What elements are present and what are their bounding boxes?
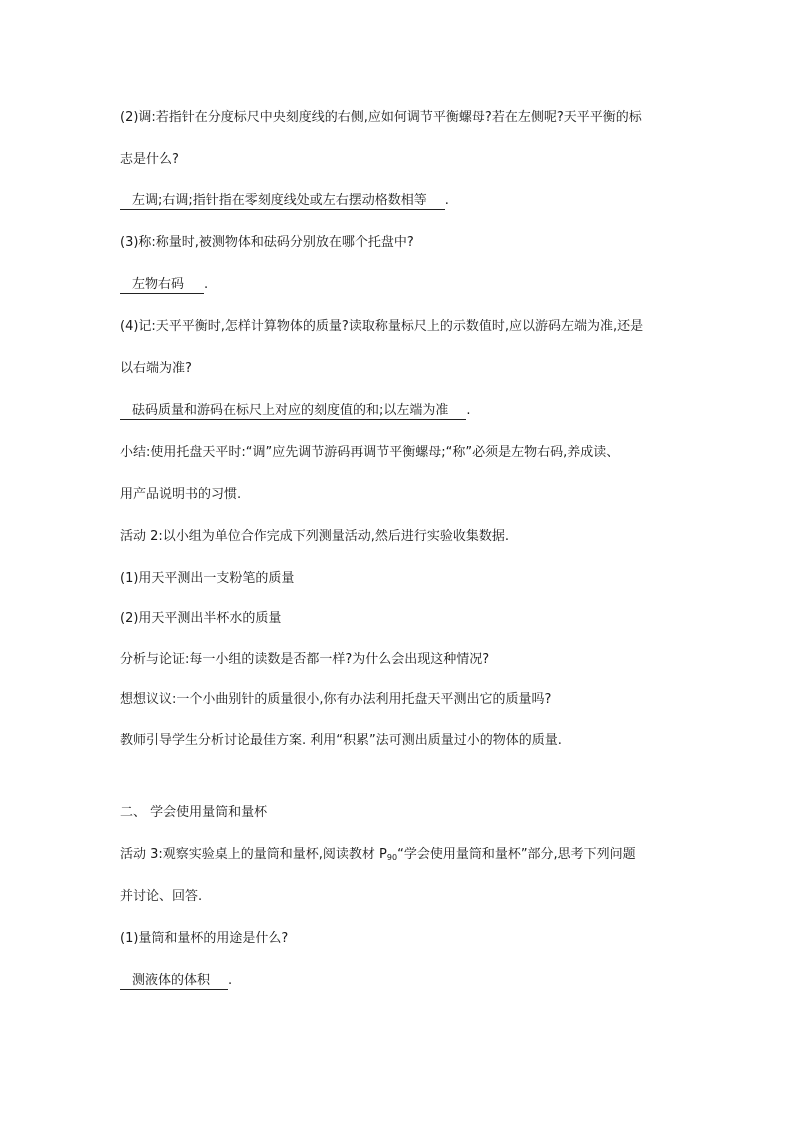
q2-answer-text: 左调;右调;指针指在零刻度线处或左右摆动格数相等 bbox=[132, 193, 427, 208]
discussion-text: 想想议议:一个小曲别针的质量很小,你有办法利用托盘天平测出它的质量吗? bbox=[120, 692, 552, 707]
period: . bbox=[204, 277, 209, 292]
q2-answer bbox=[120, 193, 445, 210]
q4-line-2: 以右端为准? bbox=[120, 361, 192, 376]
q3-answer-text: 左物右码 bbox=[132, 277, 185, 292]
activity2-item-1: (1)用天平测出一支粉笔的质量 bbox=[120, 571, 295, 586]
q4-answer-text: 砝码质量和游码在标尺上对应的刻度值的和;以左端为准 bbox=[132, 403, 449, 418]
section-heading: 二、 学会使用量筒和量杯 bbox=[120, 805, 268, 820]
activity3-question-1: (1)量筒和量杯的用途是什么? bbox=[120, 931, 289, 946]
analysis-text: 分析与论证:每一小组的读数是否都一样?为什么会出现这种情况? bbox=[120, 652, 490, 667]
activity3-line-2: 并讨论、回答. bbox=[120, 889, 203, 904]
q4-answer-line bbox=[120, 403, 471, 420]
q2-line-2: 志是什么? bbox=[120, 152, 179, 167]
q3-answer-line bbox=[120, 277, 208, 294]
activity2-item-2: (2)用天平测出半杯水的质量 bbox=[120, 611, 282, 626]
q3-line-1: (3)称:称量时,被测物体和砝码分别放在哪个托盘中? bbox=[120, 235, 414, 250]
activity3-intro-b: “学会使用量筒和量杯”部分,思考下列问题 bbox=[397, 847, 636, 862]
activity3-answer-line bbox=[120, 973, 232, 990]
period: . bbox=[466, 403, 471, 418]
summary-line-1: 小结:使用托盘天平时:“调”应先调节游码再调节平衡螺母;“称”必须是左物右码,养成读、 bbox=[120, 445, 620, 460]
activity3-answer bbox=[120, 973, 228, 990]
q2-answer-line bbox=[120, 193, 449, 210]
activity3-intro bbox=[120, 847, 636, 866]
q3-answer bbox=[120, 277, 204, 294]
q4-answer bbox=[120, 403, 466, 420]
activity2-intro: 活动 2:以小组为单位合作完成下列测量活动,然后进行实验收集数据. bbox=[120, 529, 510, 544]
q2-line-1: (2)调:若指针在分度标尺中央刻度线的右侧,应如何调节平衡螺母?若在左侧呢?天平平衡的标 bbox=[120, 110, 642, 125]
period: . bbox=[444, 193, 449, 208]
q4-line-1: (4)记:天平平衡时,怎样计算物体的质量?读取称量标尺上的示数值时,应以游码左端为准,还是 bbox=[120, 319, 644, 334]
page-number-subscript: 90 bbox=[386, 853, 398, 862]
activity3-intro-a: 活动 3:观察实验桌上的量筒和量杯,阅读教材 P bbox=[120, 847, 387, 862]
teacher-note: 教师引导学生分析讨论最佳方案. 利用“积累”法可测出质量过小的物体的质量. bbox=[120, 733, 562, 748]
summary-line-2: 用产品说明书的习惯. bbox=[120, 487, 242, 502]
period: . bbox=[228, 973, 233, 988]
activity3-answer-text: 测液体的体积 bbox=[132, 973, 211, 988]
